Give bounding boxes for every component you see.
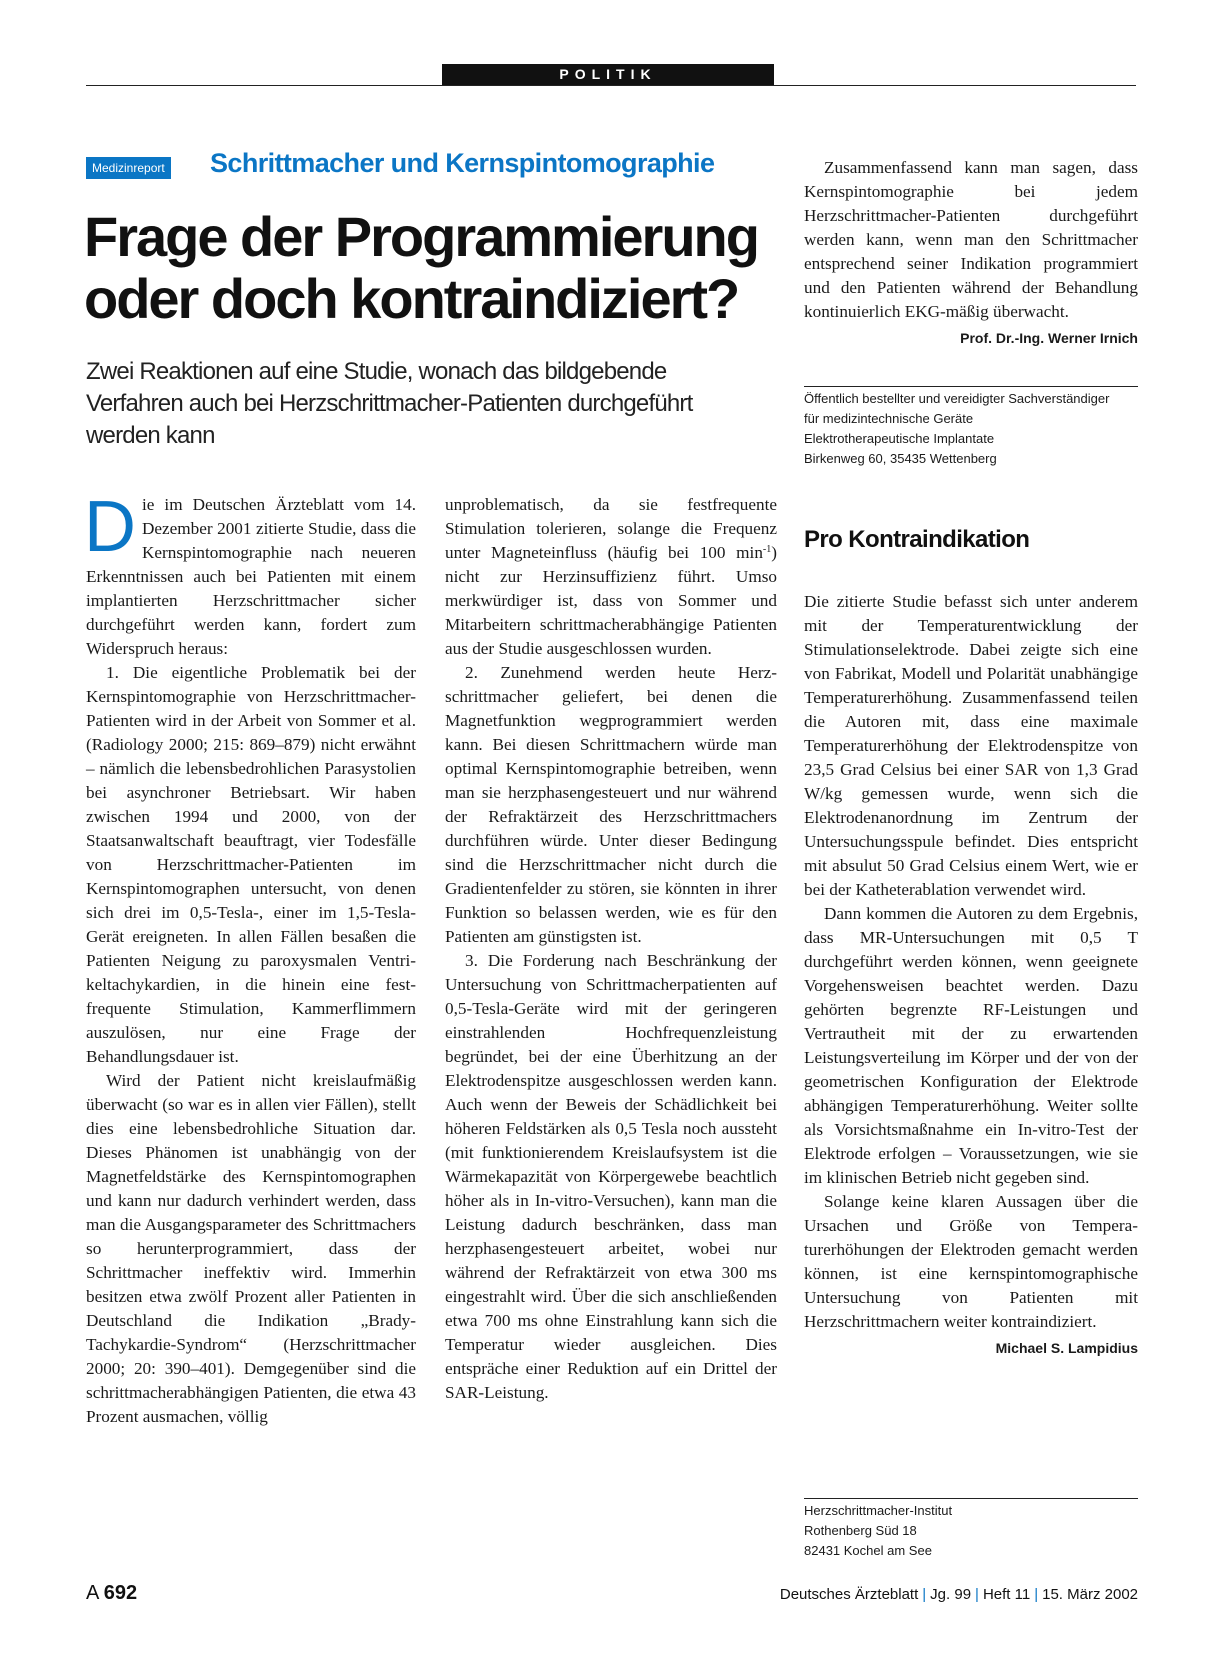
- body-column-3: [804, 590, 1138, 1360]
- journal-footer: [780, 1586, 1138, 1603]
- headline-line: Frage der Programmierung: [84, 205, 758, 268]
- author-signature: Michael S. Lampidius: [995, 1340, 1138, 1356]
- headline-line: oder doch kontraindiziert?: [84, 267, 739, 330]
- author-affiliation: [804, 1501, 1138, 1561]
- paragraph-text: ) nicht zur Herzinsuffizienz führt. Umso merkwürdiger ist, dass von Sommer und Mitarbeitern schrittmacherabhängige Patienten aus der Studie ausgeschlossen wurden.: [445, 543, 777, 658]
- affiliation-rule: [804, 386, 1138, 387]
- header-rule: [86, 85, 1136, 86]
- superscript: -1: [762, 544, 772, 555]
- affiliation-line: Rothenberg Süd 18: [804, 1523, 917, 1538]
- subhead-line: Verfahren auch bei Herzschrittmacher-Patienten durchgeführt: [86, 390, 693, 417]
- section-banner: POLITIK: [442, 64, 774, 85]
- paragraph: 2. Zunehmend werden heute Herzschrittmacher geliefert, bei denen die Magnetfunktion wegprogrammiert werden kann. Bei diesen Schrittmachern würde man optimal Kernspintomographie betreiben, wenn man sie herzphasengesteuert und nur während der Refraktärzeit des Herzschrittmachers durchführen würde. Unter dieser Bedingung sind die Herzschrittmacher nicht durch die Gradientenfelder zu stören, sie könnten in ihrer Funktion so belassen werden, wie es für den Patienten am günstigsten ist.: [445, 663, 777, 946]
- affiliation-rule: [804, 1498, 1138, 1499]
- paragraph: [445, 493, 777, 661]
- paragraph: [804, 1190, 1138, 1356]
- footer-separator: |: [1034, 1586, 1039, 1603]
- affiliation-line: Birkenweg 60, 35435 Wettenberg: [804, 451, 997, 466]
- author-signature: Prof. Dr.-Ing. Werner Irnich: [960, 330, 1138, 346]
- page-number-value: 692: [103, 1582, 138, 1604]
- affiliation-line: Öffentlich bestellter und vereidigter Sachverständiger: [804, 391, 1110, 406]
- subhead-line: werden kann: [86, 422, 215, 449]
- paragraph: 3. Die Forderung nach Beschränkung der Untersuchung von Schrittmacherpatienten auf 0,5-Tesla-Geräte wird mit der geringeren einstrahlenden Hochfrequenzleistung begründet, bei der eine Überhitzung an der Elektrodenspitze ausgeschlossen werden kann. Auch wenn der Beweis der Schädlichkeit bei höheren Feldstärken als 0,5 Tesla noch aussteht (mit funktionierendem Kreislaufsystem ist die Wärmekapazität von Körpergewebe beachtlich höher als in In-vitro-Versuchen), kann man die Leistung dadurch beschränken, dass man herzphasengesteuert arbeitet, wobei nur während der Refraktärzeit von etwa 300 ms eingestrahlt wird. Über die sich anschließenden etwa 700 ms ohne Einstrahlung kann sich die Temperatur wieder ausgleichen. Dies entspräche einer Reduktion auf ein Drittel der SAR-Leistung.: [445, 951, 777, 1402]
- paragraph-text: unproblematisch, da sie festfrequente Stimulation tolerieren, solange die Frequenz unter Magneteinfluss (häufig bei 100 min: [445, 495, 777, 562]
- paragraph: [804, 156, 1138, 346]
- affiliation-line: Herzschrittmacher-Institut: [804, 1503, 953, 1518]
- paragraph-text: Solange keine klaren Aussagen über die Ursachen und Größe von Temperaturerhöhungen der Elektroden gemacht werden können, ist eine kernspintomographische Untersuchung von Patienten mit Herzschrittmachern weiter kontraindiziert.: [804, 1192, 1138, 1331]
- rubric-badge: Medizinreport: [86, 157, 171, 179]
- affiliation-line: 82431 Kochel am See: [804, 1543, 932, 1558]
- paragraph: 1. Die eigentliche Problematik bei der Kernspintomographie von Herzschrittmacher-Patienten wird in der Arbeit von Sommer et al. (Radiology 2000; 215: 869–879) nicht erwähnt – nämlich die lebensbedrohlichen Parasystolien bei asynchroner Betriebsart. Wir haben zwischen 1994 und 2000, von der Staatsanwaltschaft beauftragt, vier Todesfälle von Herzschrittmacher-Patienten im Kernspintomographen untersucht, von denen sich drei im 0,5-Tesla-, einer im 1,5-Tesla-Gerät ereigneten. In allen Fällen besaßen die Patienten Neigung zu paroxysmalen Ventrikeltachykardien, in die hinein eine festfrequente Stimulation, Kammerflimmern auszulösen, nur eine Frage der Behandlungsdauer ist.: [86, 663, 416, 1066]
- affiliation-line: Elektrotherapeutische Implantate: [804, 431, 995, 446]
- journal-volume: Jg. 99: [930, 1586, 972, 1603]
- page-prefix: A: [86, 1582, 104, 1604]
- affiliation-line: für medizintechnische Geräte: [804, 411, 974, 426]
- article-headline: [84, 206, 784, 330]
- drop-cap: D: [84, 487, 136, 567]
- footer-separator: |: [975, 1586, 979, 1603]
- journal-date: 15. März 2002: [1042, 1586, 1138, 1603]
- journal-name: Deutsches Ärzteblatt: [779, 1586, 919, 1603]
- paragraph: Dann kommen die Autoren zu dem Ergebnis, dass MR-Untersuchungen mit 0,5 T durchgeführt werden können, wenn geeignete Vorgehensweisen beachtet werden. Dazu gehörten begrenzte RF-Leistungen und Vertrautheit mit der zu erwartenden Leistungsverteilung im Körper und der von der geometrischen Konfiguration der Elektrode abhängigen Temperaturerhöhung. Weiter sollte als Vorsichtsmaßnahme ein In-vitro-Test der Elektrode erfolgen – Voraussetzungen, wie sie im klinischen Betrieb nicht gegeben sind.: [804, 904, 1138, 1187]
- paragraph: [84, 487, 416, 661]
- page-number: [86, 1582, 137, 1605]
- subhead-line: Zwei Reaktionen auf eine Studie, wonach das bildgebende: [86, 358, 667, 385]
- article-kicker: Schrittmacher und Kernspintomographie: [210, 148, 715, 178]
- paragraph-text: Zusammenfassend kann man sagen, dass Kernspintomographie bei jedem Herzschrittmacher-Patienten durchgeführt werden kann, wenn man den Schrittmacher entsprechend seiner Indikation programmiert und den Patienten während der Behandlung kontinuierlich EKG-mäßig überwacht.: [804, 158, 1138, 321]
- author-affiliation: [804, 389, 1138, 469]
- paragraph-text: ie im Deutschen Ärzteblatt vom 14. Dezember 2001 zitierte Studie, dass die Kernspintomographie nach neueren Erkenntnissen auch bei Patienten mit einem implantierten Herzschrittmacher sicher durchgeführt werden kann, fordert zum Widerspruch heraus:: [86, 495, 416, 658]
- article-subhead: [86, 356, 776, 452]
- footer-separator: |: [922, 1586, 927, 1603]
- body-column-3-top: [804, 156, 1138, 350]
- section-heading: Pro Kontraindikation: [804, 526, 1030, 553]
- paragraph: Wird der Patient nicht kreislaufmäßig überwacht (so war es in allen vier Fällen), stellt dies eine lebensbedrohliche Situation dar. Dieses Phänomen ist unabhängig von der Magnetfeldstärke des Kernspintomographen und kann nur dadurch verhindert werden, dass man die Ausgangsparameter des Schrittmachers so herunterprogrammiert, dass der Schrittmacher ineffektiv wird. Immerhin besitzen etwa zwölf Prozent aller Patienten in Deutschland die Indikation „Brady-Tachykardie-Syndrom“ (Herzschrittmacher 2000; 20: 390–401). Demgegenüber sind die schrittmacherabhängigen Patienten, die etwa 43 Prozent ausmachen, völlig: [86, 1071, 416, 1426]
- body-column-1: [84, 487, 416, 1429]
- body-column-2: [445, 493, 777, 1405]
- journal-issue: Heft 11: [982, 1586, 1031, 1603]
- paragraph: Die zitierte Studie befasst sich unter anderem mit der Temperaturentwicklung der Stimulationselektrode. Dabei zeigte sich eine von Fabrikat, Modell und Polarität unabhängige Temperaturerhöhung. Zusammenfassend teilen die Autoren mit, dass eine maximale Temperaturerhöhung der Elektrodenspitze von 23,5 Grad Celsius bei einer SAR von 1,3 Grad W/kg gemessen wurde, wenn sich die Elektrodenanordnung im Zentrum der Untersuchungsspule befindet. Dies entspricht mit absulut 50 Grad Celsius einem Wert, wie er bei der Katheterablation verwendet wird.: [804, 592, 1138, 899]
